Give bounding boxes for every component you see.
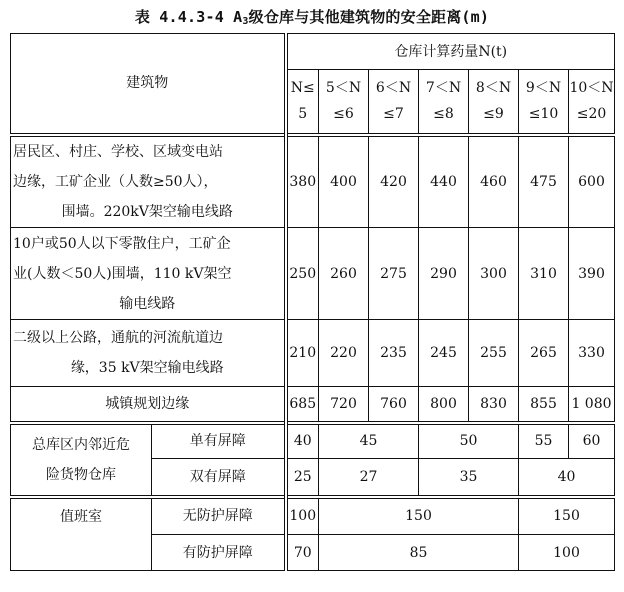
table-cell: 390 <box>569 228 615 320</box>
table-cell: 400 <box>319 135 369 228</box>
safety-distance-table <box>10 33 615 571</box>
table-cell: 420 <box>369 135 419 228</box>
table-cell: 50 <box>419 423 519 459</box>
sub-label: 双有屏障 <box>152 459 286 497</box>
table-cell: 475 <box>519 135 569 228</box>
sub-label: 单有屏障 <box>152 423 286 459</box>
table-cell: 100 <box>519 535 615 571</box>
header-range: 9＜N ≤10 <box>519 70 569 135</box>
table-cell: 685 <box>286 387 319 423</box>
header-range: 7＜N ≤8 <box>419 70 469 135</box>
table-cell: 720 <box>319 387 369 423</box>
table-cell: 290 <box>419 228 469 320</box>
row-label: 城镇规划边缘 <box>11 387 286 423</box>
table-cell: 235 <box>369 320 419 387</box>
table-cell: 25 <box>286 459 319 497</box>
table-cell: 855 <box>519 387 569 423</box>
hazard-label: 总库区内邻近危 险货物仓库 <box>11 423 152 497</box>
table-cell: 265 <box>519 320 569 387</box>
row-label: 居民区、村庄、学校、区域变电站 边缘，工矿企业（人数≥50人）， 围墙。220kV架空输电线路 <box>11 135 286 228</box>
table-cell: 40 <box>519 459 615 497</box>
table-cell: 220 <box>319 320 369 387</box>
table-cell: 60 <box>569 423 615 459</box>
header-quantity: 仓库计算药量N(t) <box>286 34 615 70</box>
table-cell: 760 <box>369 387 419 423</box>
table-cell: 210 <box>286 320 319 387</box>
duty-label: 值班室 <box>11 497 152 571</box>
table-title: 表 4.4.3-4 $A_3$级仓库与其他建筑物的安全距离(m) <box>134 8 490 27</box>
row-label: 10户或50人以下零散住户，工矿企 业(人数＜50人)围墙，110 kV架空 输电线路 <box>11 228 286 320</box>
row-label: 二级以上公路，通航的河流航道边 缘，35 kV架空输电线路 <box>11 320 286 387</box>
table-cell: 310 <box>519 228 569 320</box>
table-cell: 100 <box>286 497 319 535</box>
table-cell: 85 <box>319 535 519 571</box>
sub-label: 有防护屏障 <box>152 535 286 571</box>
table-cell: 800 <box>419 387 469 423</box>
table-cell: 150 <box>519 497 615 535</box>
table-cell: 55 <box>519 423 569 459</box>
header-range: 6＜N ≤7 <box>369 70 419 135</box>
table-cell: 600 <box>569 135 615 228</box>
table-cell: 245 <box>419 320 469 387</box>
table-cell: 300 <box>469 228 519 320</box>
table-cell: 45 <box>319 423 419 459</box>
table-cell: 27 <box>319 459 419 497</box>
table-cell: 40 <box>286 423 319 459</box>
table-cell: 380 <box>286 135 319 228</box>
table-cell: 260 <box>319 228 369 320</box>
header-range: N≤ 5 <box>286 70 319 135</box>
header-building: 建筑物 <box>11 34 286 135</box>
sub-label: 无防护屏障 <box>152 497 286 535</box>
table-cell: 150 <box>319 497 519 535</box>
table-cell: 330 <box>569 320 615 387</box>
table-cell: 70 <box>286 535 319 571</box>
table-cell: 250 <box>286 228 319 320</box>
table-cell: 35 <box>419 459 519 497</box>
header-range: 5＜N ≤6 <box>319 70 369 135</box>
table-cell: 440 <box>419 135 469 228</box>
table-cell: 830 <box>469 387 519 423</box>
table-cell: 275 <box>369 228 419 320</box>
header-range: 10＜N ≤20 <box>569 70 615 135</box>
table-cell: 1 080 <box>569 387 615 423</box>
table-cell: 255 <box>469 320 519 387</box>
header-range: 8＜N ≤9 <box>469 70 519 135</box>
table-cell: 460 <box>469 135 519 228</box>
